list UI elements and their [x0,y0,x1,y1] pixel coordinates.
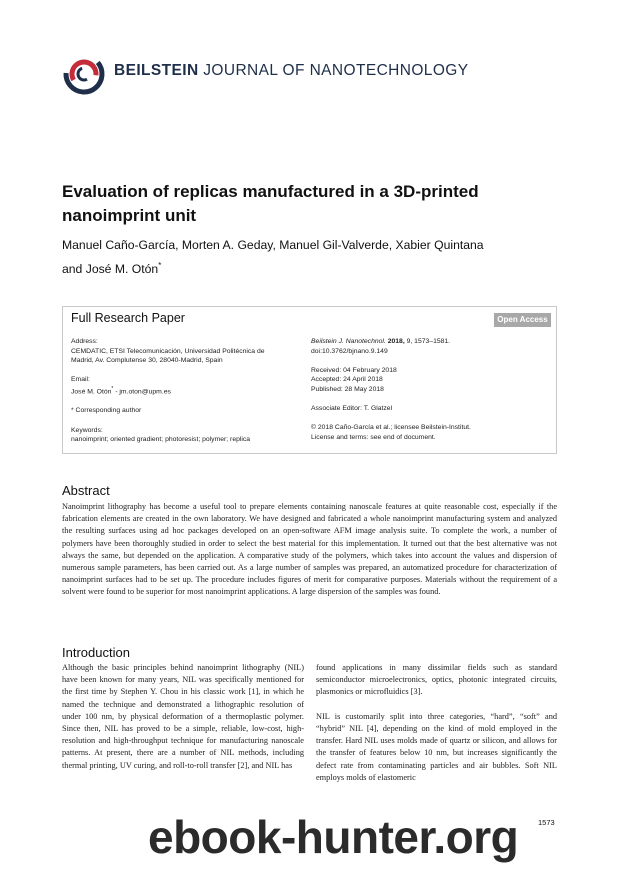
keywords-list: nanoimprint; oriented gradient; photoresist; polymer; replica [71,436,251,444]
email-label: Email: [71,376,90,384]
received-date: Received: 04 February 2018 [311,366,397,374]
article-type: Full Research Paper [71,311,185,325]
email-marker: * [111,385,114,392]
info-left-column [71,337,265,445]
watermark-text: ebook-hunter.org [148,811,519,863]
abstract-body: Nanoimprint lithography has become a useful tool to prepare elements containing nanoscale features at quite reasonable cost, especially if the fabrication elements are created in the own laboratory. We have designed and fabricated a whole nanoimprint manufacturing system and analyzed the resulting surfaces using ad hoc packages developed on an open-software AFM image analysis suite. To complete the work, a number of polymers have been thoroughly studied in order to select the best material for this implementation. It turned out that the best alternative was not always the same, but depended on the application. A comparative study of the polymers, which takes into account the values and dispersion of numerous sample parameters, has been carried out. As a large number of samples was prepared, an automatized procedure for characterization of nanoimprint surfaces had to be set up. The procedure includes figures of merit for comparative purposes. Materials without the requirement of a solvent were found to be superior for most nanoimprint applications. A large dispersion of the samples was found. [62,502,557,597]
introduction-paragraph: NIL is customarily split into three categories, “hard”, “soft” and “hybrid” NIL [4], depending on the kind of mold employed in the transfer. Hard NIL uses molds made of quartz or silicon, and allows for the transfer of features below 10 nm, but increases significantly the defect rate from contaminating particles and air bubbles. Soft NIL employs molds of elastomeric [316,711,557,782]
doi-link[interactable]: doi:10.3762/bjnano.9.149 [311,347,388,355]
citation-volume-pages: 9, 1573–1581. [404,338,451,345]
published-date: Published: 28 May 2018 [311,385,384,393]
open-access-badge: Open Access [494,313,551,327]
address-line-2: Madrid, Av. Complutense 30, 28040-Madrid, Spain [71,357,223,365]
associate-editor: Associate Editor: T. Glatzel [311,405,393,413]
beilstein-logo-icon [62,52,106,96]
introduction-right-column [316,662,557,784]
keywords-label: Keywords: [71,426,103,434]
citation [311,337,471,347]
page-number: 1573 [538,818,555,827]
address-line-1: CEMDATIC, ETSI Telecomunicación, Universidad Politécnica de [71,347,265,355]
introduction-heading: Introduction [62,645,130,660]
article-title: Evaluation of replicas manufactured in a 3D-printed nanoimprint unit [62,182,479,225]
email-address-link[interactable]: - jm.oton@upm.es [113,388,171,396]
accepted-date: Accepted: 24 April 2018 [311,376,383,384]
authors-line-1: Manuel Caño-García, Morten A. Geday, Manuel Gil-Valverde, Xabier Quintana [62,238,484,252]
info-right-column [311,337,471,443]
copyright-notice: © 2018 Caño-García et al.; licensee Beilstein-Institut. [311,424,471,432]
abstract-heading: Abstract [62,483,110,498]
citation-year: 2018, [387,338,405,345]
journal-name-bold: BEILSTEIN [114,62,199,79]
journal-name-rest: JOURNAL OF NANOTECHNOLOGY [198,62,469,79]
author-list [62,236,552,279]
journal-abbreviation: Beilstein J. Nanotechnol. [311,338,386,345]
license-link[interactable]: License and terms: see end of document. [311,433,436,441]
email-line [71,385,265,397]
email-name: José M. Otón [71,388,112,396]
corresponding-marker: * [158,260,162,270]
address-label: Address: [71,338,98,345]
introduction-paragraph: found applications in many dissimilar fields such as standard semiconductor microelectronics, optics, photonic integrated circuits, plasmonics or microfluidics [3]. [316,663,557,697]
journal-name [114,62,468,80]
introduction-left-column: Although the basic principles behind nanoimprint lithography (NIL) have been known for many years, NIL was specifically mentioned for the first time by Stephen Y. Chou in his classic work [1], in which he named the technique and demonstrated a lithographic resolution of under 100 nm, by physical deformation of a thermoplastic polymer. Since then, NIL has proved to be a simple, reliable, low-cost, high-resolution and high-throughput technique for manufacturing nanoscale patterns. At present, there are a number of NIL methods, including thermal printing, UV curing, and roll-to-roll transfer [2], and NIL has [62,663,304,770]
corresponding-author-note: * Corresponding author [71,407,142,415]
authors-line-2: and José M. Otón [62,261,159,276]
